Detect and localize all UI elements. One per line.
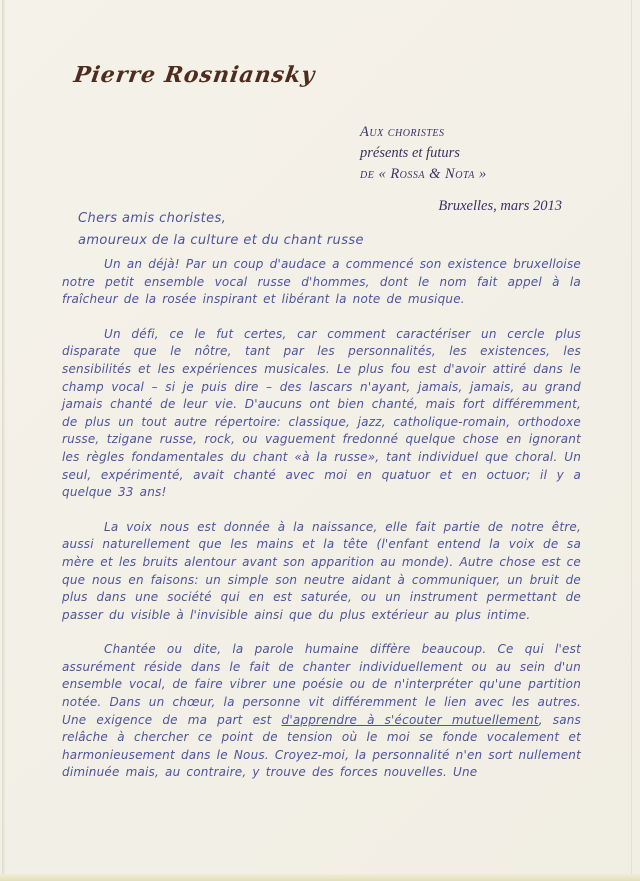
underlined-phrase: d'apprendre à s'écouter mutuellement bbox=[281, 712, 539, 727]
paragraph-1: Un an déjà! Par un coup d'audace a commencé son existence bruxelloise notre petit ensemble vocal russe d'hommes, dont le nom fait appel à la fraîcheur de la rosée inspirant et libérant la note de musique. bbox=[62, 257, 581, 307]
scan-edge-right bbox=[631, 0, 632, 881]
letter-body bbox=[62, 256, 581, 799]
paragraph-2: Un défi, ce le fut certes, car comment caractériser un cercle plus disparate que le nôtre, tant par les personnalités, les existences, les sensibilités et les expériences musicales. Le plus fou est d'avoir attiré dans le champ vocal – si je puis dire – des lascars n'ayant, jamais, jamais, au grand jamais chanté de leur vie. D'aucuns ont bien chanté, mais fort différemment, de plus un tout autre répertoire: classique, jazz, catholique-romain, orthodoxe russe, tzigane russe, rock, ou vaguement fredonné quelque chose en ignorant les règles fondamentales du chant «à la russe», tant individuel que choral. Un seul, expérimenté, avait chanté avec moi en quatuor et en octuor; il y a quelque 33 ans! bbox=[62, 326, 581, 500]
scan-edge-bottom bbox=[0, 874, 640, 881]
recipient-line-1: Aux choristes bbox=[360, 124, 445, 140]
recipient-line-2: présents et futurs bbox=[360, 145, 460, 161]
salutation bbox=[78, 208, 364, 252]
paragraph-3: La voix nous est donnée à la naissance, elle fait partie de notre être, aussi naturellement que les mains et la tête (l'enfant entend la voix de sa mère et les bruits alentour avant son apparition au monde). Autre chose est ce que nous en faisons: un simple son neutre aidant à communiquer, un bruit de plus dans une société qui en est saturée, ou un instrument permettant de passer du visible à l'invisible ainsi que du plus extérieur au plus intime. bbox=[62, 519, 581, 622]
recipient-block bbox=[360, 122, 487, 185]
salutation-line-2: amoureux de la culture et du chant russe bbox=[78, 233, 364, 248]
paragraph-4-after: , sans relâche à chercher ce point de tension où le moi se fonde vocalement et harmonieusement dans le Nous. Croyez-moi, la personnalité n'en sort nullement diminuée mais, au contraire, y trouve des forces nouvelles. Une bbox=[62, 712, 582, 780]
paragraph-4-before: Chantée ou dite, la parole humaine diffère beaucoup. Ce qui l'est assurément réside dans le fait de chanter individuellement ou au sein d'un ensemble vocal, de faire vibrer une poésie ou de n'interpréter qu'une partition notée. Dans un chœur, la personne vit différemment le lien avec les autres. Une exigence de ma part est bbox=[62, 642, 581, 727]
recipient-line-3: de « Rossa & Nota » bbox=[360, 166, 487, 182]
scan-edge-left bbox=[2, 0, 5, 881]
paragraph-4 bbox=[62, 641, 581, 782]
dateline: Bruxelles, mars 2013 bbox=[438, 198, 562, 214]
salutation-line-1: Chers amis choristes, bbox=[78, 211, 227, 226]
author-signature-letterhead: Pierre Rosniansky bbox=[72, 62, 317, 88]
